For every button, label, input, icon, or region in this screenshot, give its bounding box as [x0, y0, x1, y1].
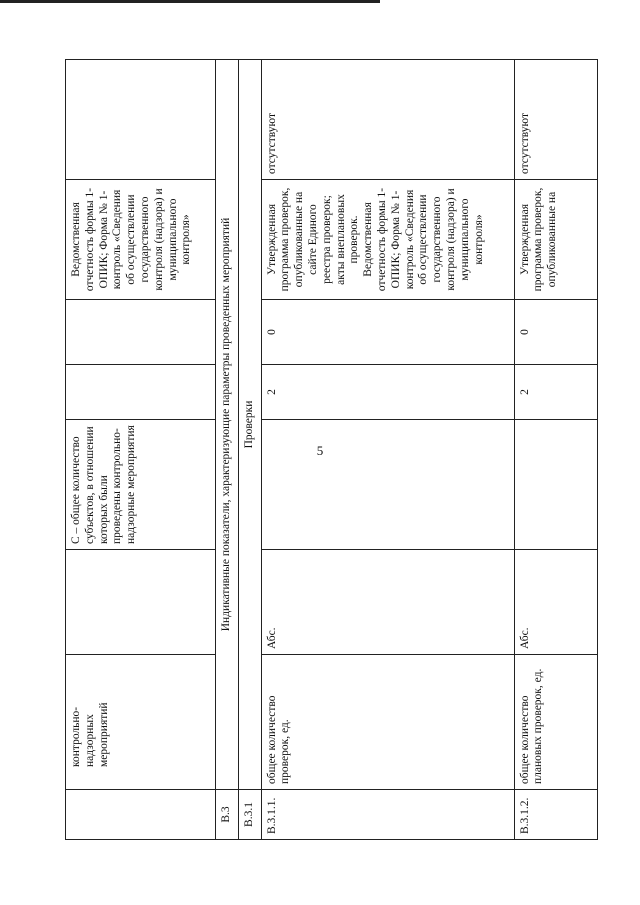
row-name: общее количество плановых проверок, ед. — [514, 655, 597, 790]
section-row-b3 — [216, 60, 239, 840]
row-source: Утвержденная программа проверок, опубликованные на — [514, 180, 597, 300]
page-number: 5 — [316, 443, 324, 458]
indicators-table — [65, 59, 598, 840]
rotated-table-wrapper — [65, 60, 625, 840]
table-row — [514, 60, 597, 840]
row-note: отсутствуют — [514, 60, 597, 180]
row-formula — [514, 420, 597, 550]
name-cell: контрольно- надзорных мероприятий — [66, 655, 216, 790]
unit-cell — [66, 550, 216, 655]
row-value2: 0 — [514, 300, 597, 365]
table-row — [261, 60, 514, 840]
section-title: Индикативные показатели, характеризующие параметры проведенных мероприятий — [216, 60, 239, 790]
value1-cell — [66, 365, 216, 420]
section-code: В.3.1 — [238, 790, 261, 840]
row-value1: 2 — [261, 365, 514, 420]
row-value2: 0 — [261, 300, 514, 365]
source-cell: Ведомственная отчетность формы 1-ОПИК; Форма № 1-контроль «Сведения об осуществлении государственного контроля (надзора) и муниципального контроля» — [66, 180, 216, 300]
section-row-b31 — [238, 60, 261, 840]
row-unit: Абс. — [261, 550, 514, 655]
row-code: В.3.1.2. — [514, 790, 597, 840]
row-code: В.3.1.1. — [261, 790, 514, 840]
section-code: В.3 — [216, 790, 239, 840]
row-unit: Абс. — [514, 550, 597, 655]
row-source: Утвержденная программа проверок, опубликованные на сайте Единого реестра проверок; акты внеплановых проверок. Ведомственная отчетность формы 1-ОПИК; Форма № 1-контроль «Сведения об осуществлении государственного контроля (надзора) и муниципального контроля» — [261, 180, 514, 300]
row-name: общее количество проверок, ед. — [261, 655, 514, 790]
section-title: Проверки — [238, 60, 261, 790]
table-row-continuation — [66, 60, 216, 840]
row-note: отсутствуют — [261, 60, 514, 180]
row-value1: 2 — [514, 365, 597, 420]
note-cell — [66, 60, 216, 180]
formula-cell: С – общее количество субъектов, в отношении которых были проведены контрольно-надзорные мероприятия — [66, 420, 216, 550]
value2-cell — [66, 300, 216, 365]
code-cell — [66, 790, 216, 840]
top-rule — [0, 0, 380, 3]
row-formula — [261, 420, 514, 550]
